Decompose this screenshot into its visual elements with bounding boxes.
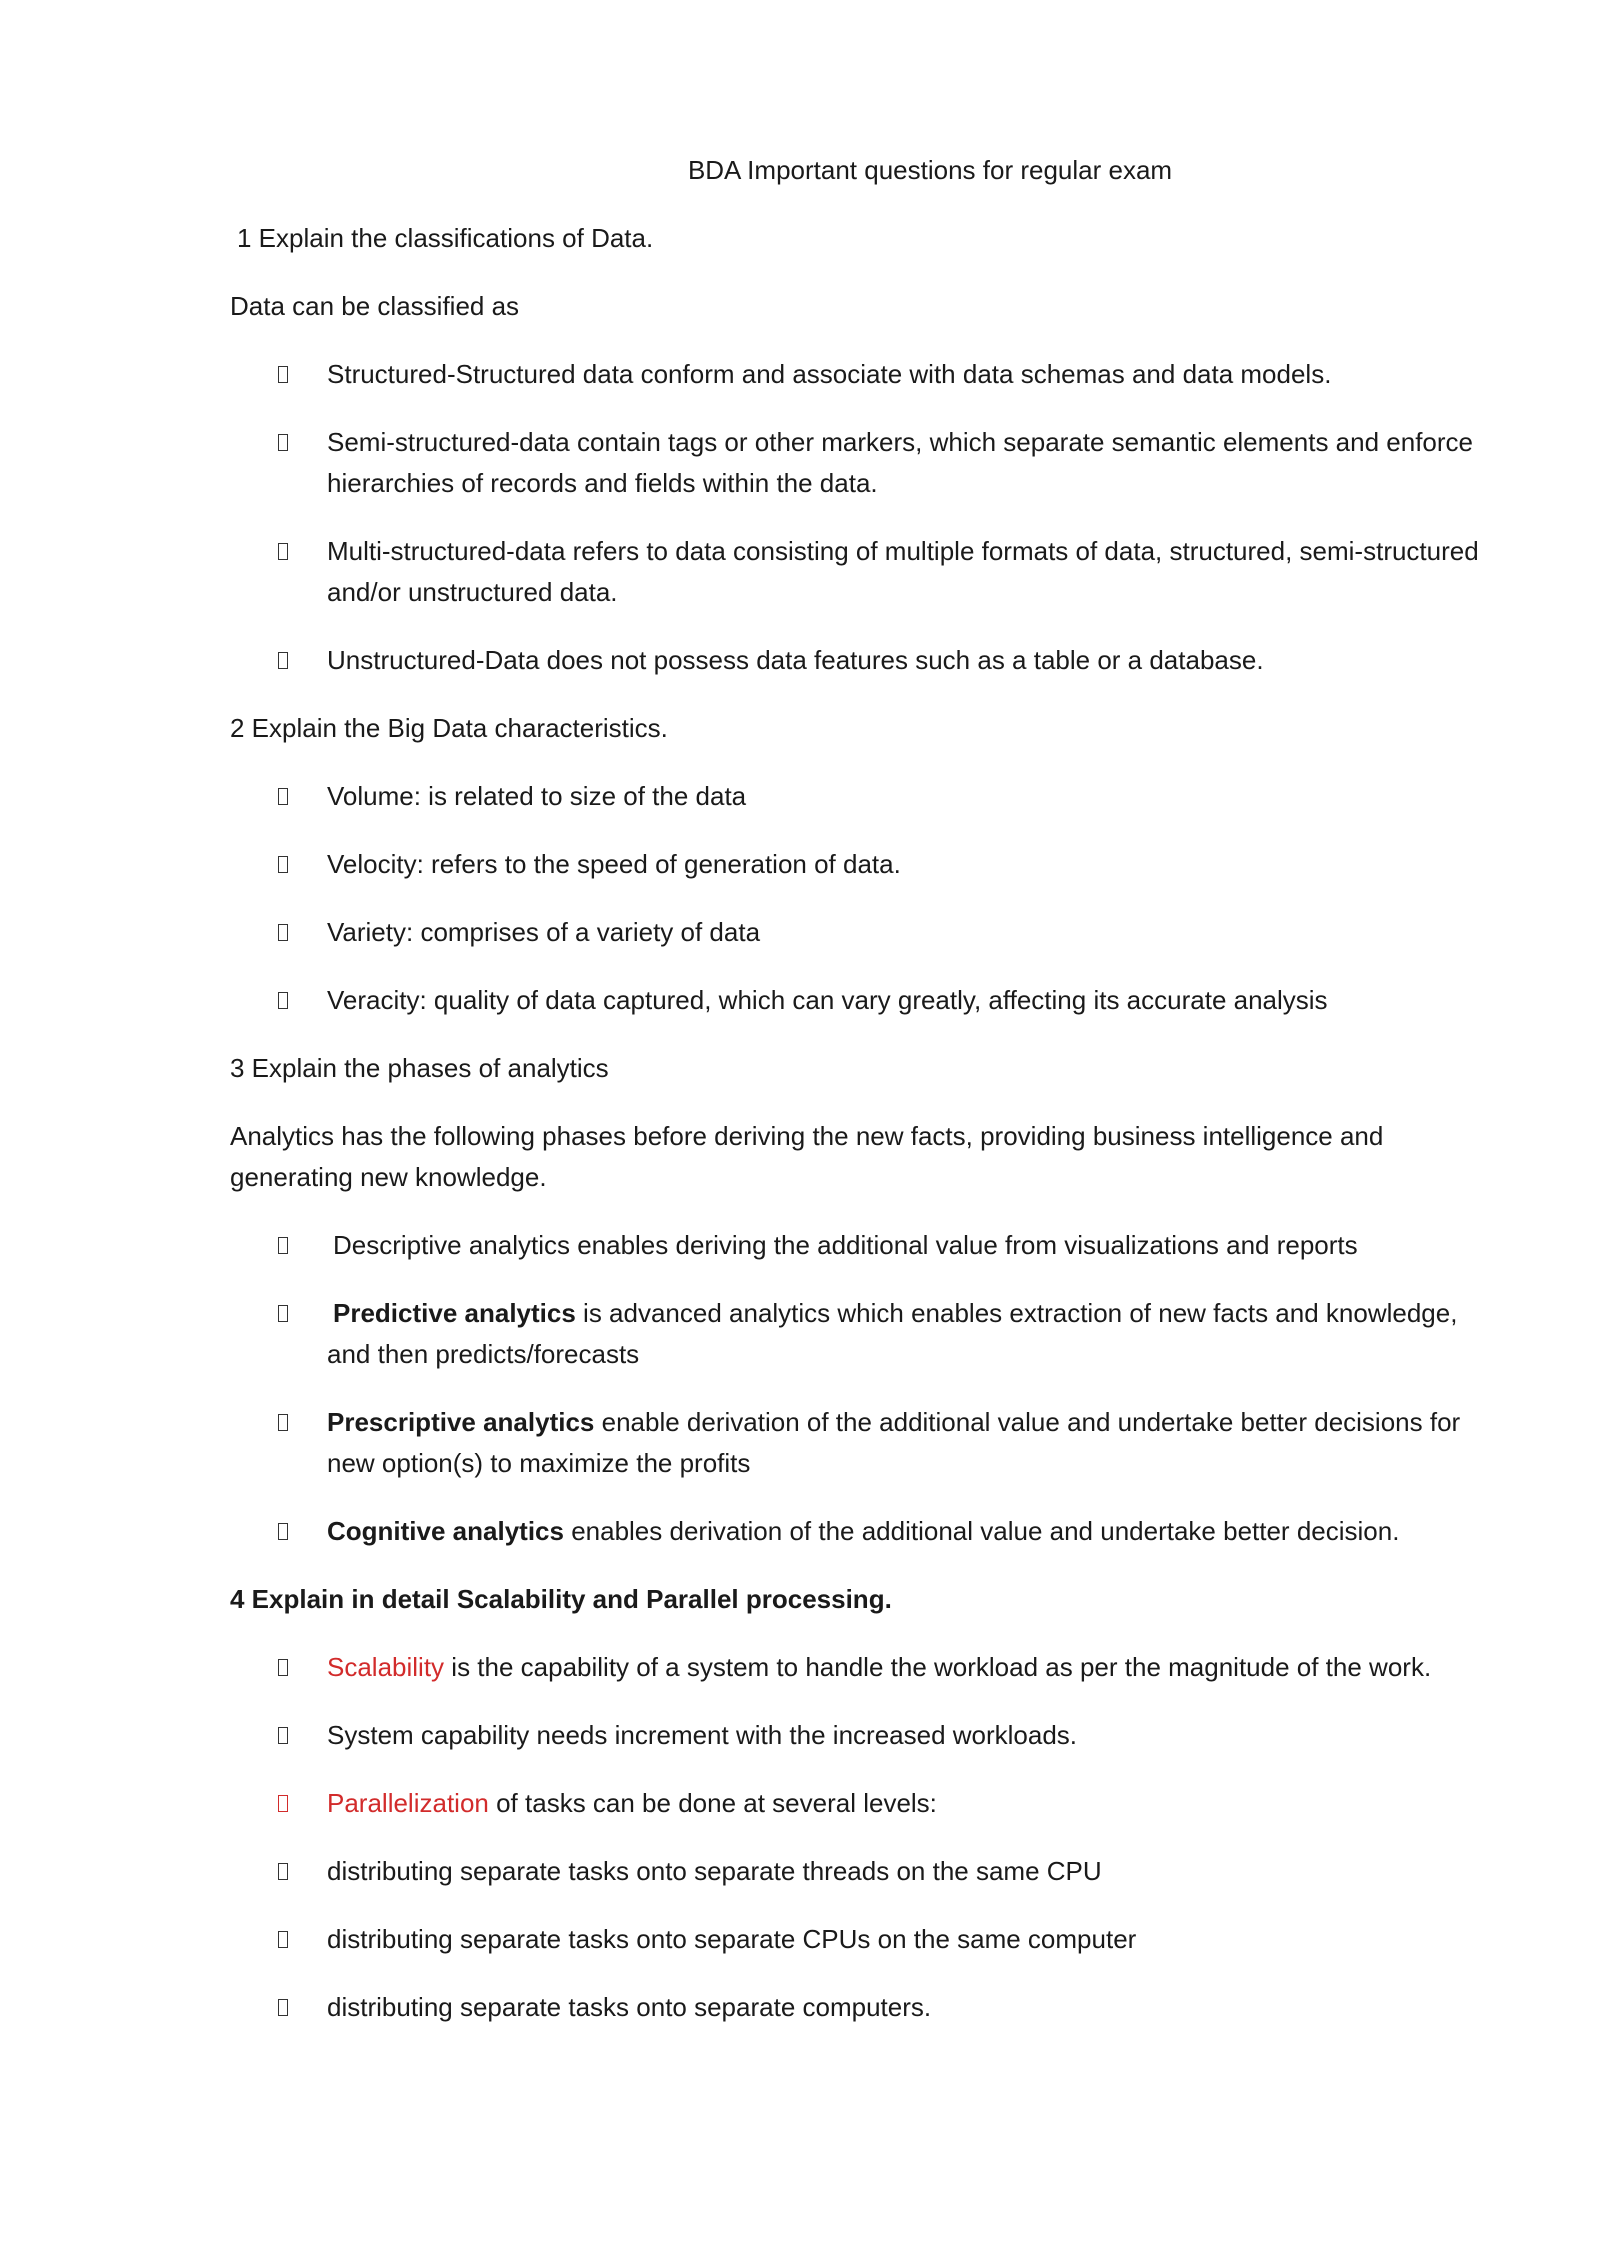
bullet-icon	[278, 788, 288, 805]
q2-list	[230, 776, 1500, 1021]
bullet-icon	[278, 1727, 288, 1744]
bullet-icon	[278, 924, 288, 941]
q3-intro: Analytics has the following phases before deriving the new facts, providing business intelligence and generating new knowledge.	[230, 1121, 1384, 1192]
list-item: Prescriptive analytics enable derivation of the additional value and undertake better decisions for new option(s) to maximize the profits	[230, 1402, 1500, 1484]
q1-list	[230, 354, 1500, 681]
list-item: Semi-structured-data contain tags or other markers, which separate semantic elements and enforce hierarchies of records and fields within the data.	[230, 422, 1500, 504]
list-item: Unstructured-Data does not possess data features such as a table or a database.	[230, 640, 1500, 681]
bullet-icon	[278, 652, 288, 669]
list-item: distributing separate tasks onto separate CPUs on the same computer	[230, 1919, 1500, 1960]
list-item: distributing separate tasks onto separate computers.	[230, 1987, 1500, 2028]
bullet-icon	[278, 543, 288, 560]
question-1: 1 Explain the classifications of Data.	[237, 223, 654, 253]
bullet-icon	[278, 1999, 288, 2016]
list-item: distributing separate tasks onto separate threads on the same CPU	[230, 1851, 1500, 1892]
list-item: System capability needs increment with the increased workloads.	[230, 1715, 1500, 1756]
bullet-icon	[278, 1863, 288, 1880]
bullet-icon	[278, 1523, 288, 1540]
list-item: Parallelization of tasks can be done at several levels:	[230, 1783, 1500, 1824]
list-item: Predictive analytics is advanced analytics which enables extraction of new facts and knowledge, and then predicts/forecasts	[230, 1293, 1500, 1375]
bullet-icon	[278, 1305, 288, 1322]
q3-list	[230, 1225, 1500, 1552]
question-2: 2 Explain the Big Data characteristics.	[230, 713, 668, 743]
list-item: Volume: is related to size of the data	[230, 776, 1500, 817]
bullet-icon	[278, 1931, 288, 1948]
list-item: Velocity: refers to the speed of generation of data.	[230, 844, 1500, 885]
bullet-icon	[278, 1659, 288, 1676]
list-item: Veracity: quality of data captured, which can vary greatly, affecting its accurate analysis	[230, 980, 1500, 1021]
bullet-icon	[278, 1795, 288, 1812]
bullet-icon	[278, 1414, 288, 1431]
bullet-icon	[278, 856, 288, 873]
bullet-icon	[278, 992, 288, 1009]
bullet-icon	[278, 1237, 288, 1254]
scalability-term: Scalability	[327, 1652, 445, 1682]
list-item: Structured-Structured data conform and associate with data schemas and data models.	[230, 354, 1500, 395]
parallelization-term: Parallelization	[327, 1788, 489, 1818]
list-item: Scalability is the capability of a system to handle the workload as per the magnitude of the work.	[230, 1647, 1500, 1688]
question-3: 3 Explain the phases of analytics	[230, 1053, 609, 1083]
bullet-icon	[278, 366, 288, 383]
bullet-icon	[278, 434, 288, 451]
q1-intro: Data can be classified as	[230, 291, 520, 321]
q4-list	[230, 1647, 1500, 2028]
list-item: Cognitive analytics enables derivation of the additional value and undertake better decision.	[230, 1511, 1500, 1552]
list-item: Descriptive analytics enables deriving the additional value from visualizations and reports	[230, 1225, 1500, 1266]
question-4: 4 Explain in detail Scalability and Parallel processing.	[230, 1584, 892, 1614]
list-item: Variety: comprises of a variety of data	[230, 912, 1500, 953]
list-item: Multi-structured-data refers to data consisting of multiple formats of data, structured, semi-structured and/or unstructured data.	[230, 531, 1500, 613]
document-title: BDA Important questions for regular exam	[687, 155, 1173, 185]
